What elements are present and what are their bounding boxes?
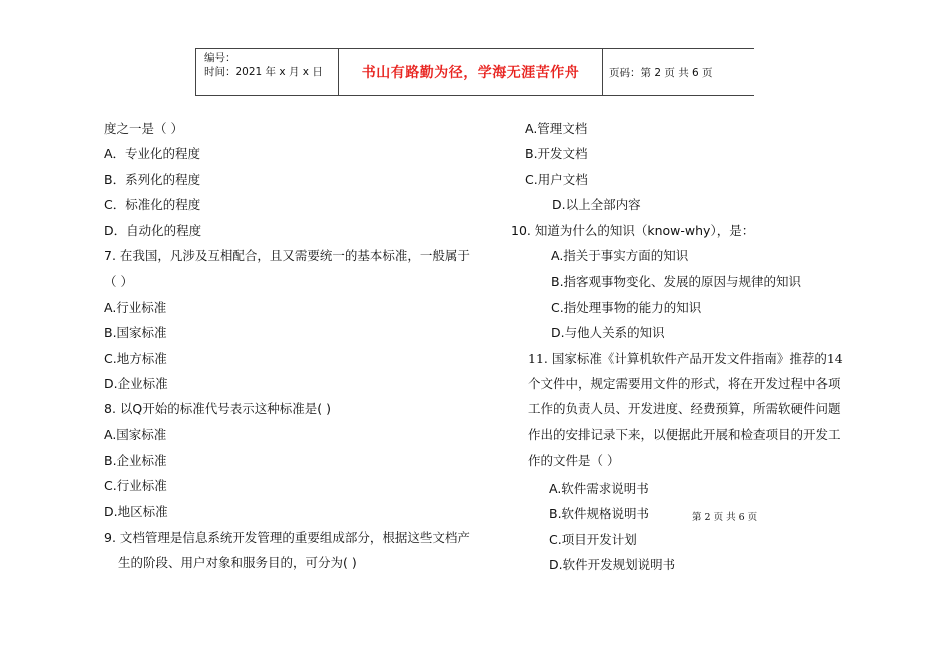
q11-option-c: C.项目开发计划 [549,532,637,547]
q8-option-a: A.国家标准 [104,427,167,442]
q6-option-d: D．自动化的程度 [104,223,202,238]
q7-option-c: C.地方标准 [104,351,167,366]
q11-stem-line2: 个文件中，规定需要用文件的形式，将在开发过程中各项 [528,376,841,391]
q10-stem: 10. 知道为什么的知识（know-why），是： [511,223,755,238]
header-table [195,48,754,96]
q6-option-a: A．专业化的程度 [104,146,201,161]
q11-stem-line4: 作出的安排记录下来，以便据此开展和检查项目的开发工 [528,427,841,442]
header-motto-cell [339,49,603,95]
q9-option-b: B.开发文档 [525,146,588,161]
page-code: 页码：第 2 页 共 6 页 [609,66,713,79]
q11-option-d: D.软件开发规划说明书 [549,557,676,572]
motto: 书山有路勤为径，学海无涯苦作舟 [361,65,580,81]
q6-stem-continuation: 度之一是（ ） [104,121,183,136]
q9-stem: 9. 文档管理是信息系统开发管理的重要组成部分，根据这些文档产 [104,530,470,545]
time-label: 时间：2021 年 x 月 x 日 [204,66,323,78]
q7-stem-paren: （ ） [104,274,133,289]
q7-stem: 7. 在我国，凡涉及互相配合，且又需要统一的基本标准，一般属于 [104,248,470,263]
q9-option-a: A.管理文档 [525,121,588,136]
q10-option-d: D.与他人关系的知识 [551,325,665,340]
q8-option-c: C.行业标准 [104,478,167,493]
q11-stem-line3: 工作的负责人员、开发进度、经费预算，所需软硬件问题 [528,401,841,416]
q11-stem-line1: 11. 国家标准《计算机软件产品开发文件指南》推荐的14 [528,351,843,366]
q9-option-d: D.以上全部内容 [552,197,641,212]
q6-option-b: B．系列化的程度 [104,172,201,187]
q8-stem: 8. 以Q开始的标准代号表示这种标准是( ) [104,401,331,416]
header-meta-cell [196,49,339,95]
q9-stem-continuation: 生的阶段、用户对象和服务目的，可分为( ) [118,555,357,570]
q8-option-d: D.地区标准 [104,504,168,519]
q7-option-a: A.行业标准 [104,300,167,315]
q7-option-d: D.企业标准 [104,376,168,391]
q8-option-b: B.企业标准 [104,453,167,468]
q11-option-b: B.软件规格说明书 [549,506,650,521]
q11-option-a: A.软件需求说明书 [549,481,649,496]
page-number-marker: 第 2 页 共 6 页 [692,512,758,523]
q10-option-b: B.指客观事物变化、发展的原因与规律的知识 [551,274,802,289]
q9-option-c: C.用户文档 [525,172,588,187]
q7-option-b: B.国家标准 [104,325,167,340]
q6-option-c: C．标准化的程度 [104,197,201,212]
q10-option-c: C.指处理事物的能力的知识 [551,300,702,315]
q10-option-a: A.指关于事实方面的知识 [551,248,689,263]
header-page-cell [603,49,754,95]
q11-stem-line5: 作的文件是（ ） [528,453,620,468]
number-label: 编号： [204,52,236,64]
